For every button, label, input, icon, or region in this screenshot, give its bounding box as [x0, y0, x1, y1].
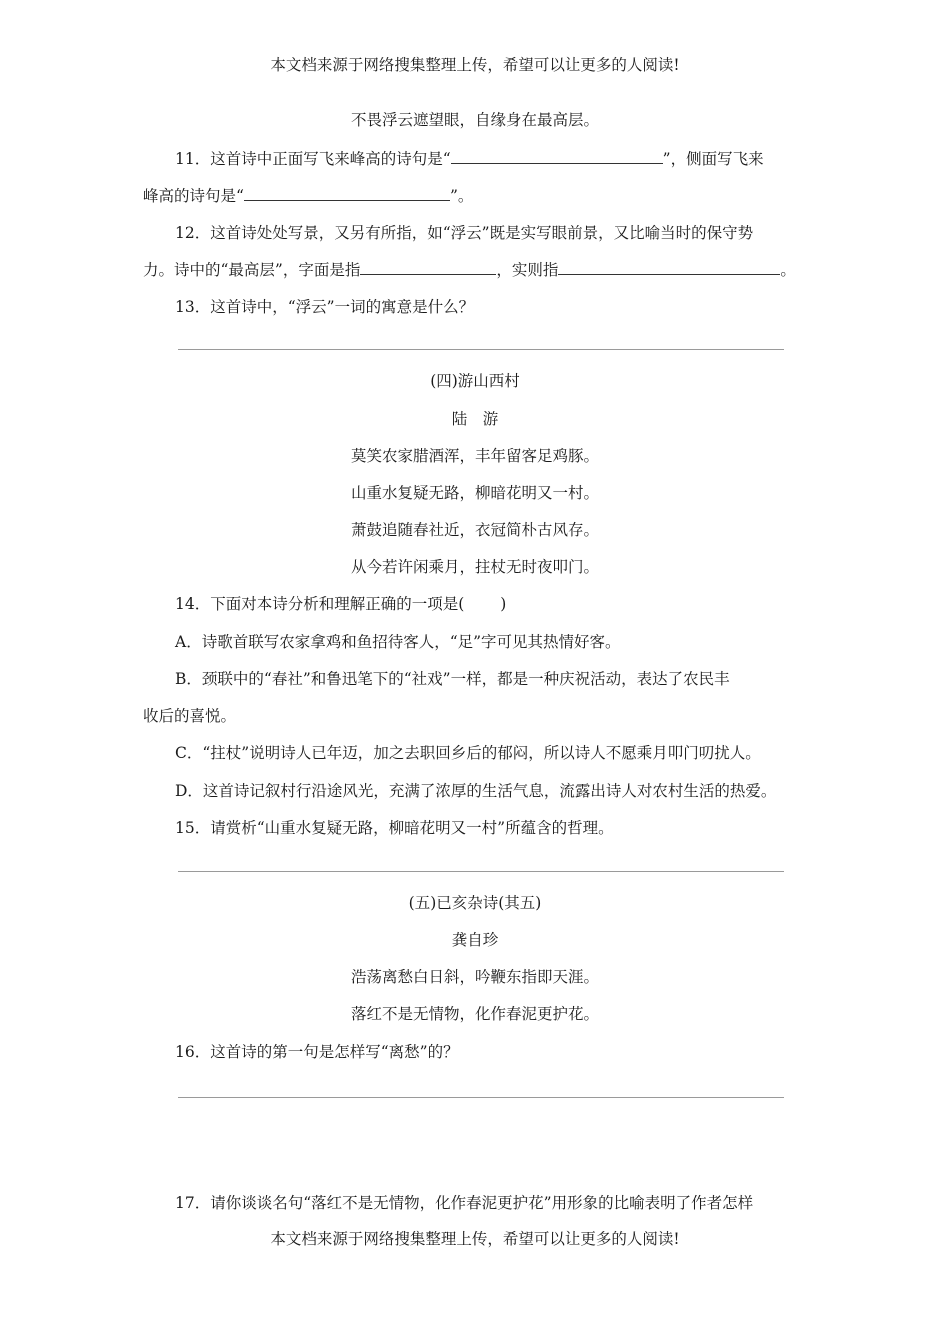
option-b-continued: 收后的喜悦。	[143, 707, 237, 725]
question-14	[143, 594, 823, 614]
poem-author: 龚自珍	[451, 931, 499, 949]
poem-title: (四)游山西村	[430, 372, 520, 390]
poem-line: 从今若许闲乘月，拄杖无时夜叩门。	[350, 558, 599, 576]
question-text: 14．下面对本诗分析和理解正确的一项是(	[175, 595, 465, 613]
question-12-line2	[143, 260, 823, 280]
question-16: 16．这首诗的第一句是怎样写“离愁”的？	[175, 1043, 459, 1061]
page-footer: 本文档来源于网络搜集整理上传，希望可以让更多的人阅读!	[270, 1230, 680, 1248]
question-text: ”。	[449, 187, 474, 205]
page-header: 本文档来源于网络搜集整理上传，希望可以让更多的人阅读!	[270, 56, 680, 74]
question-text: 11．这首诗中正面写飞来峰高的诗句是“	[175, 150, 451, 168]
question-15: 15．请赏析“山重水复疑无路，柳暗花明又一村”所蕴含的哲理。	[175, 819, 614, 837]
question-11-line2	[143, 186, 823, 206]
poem-title: (五)已亥杂诗(其五)	[408, 894, 542, 912]
answer-blank[interactable]	[360, 260, 496, 275]
option-b: B．颈联中的“春社”和鲁迅笔下的“社戏”一样，都是一种庆祝活动，表达了农民丰	[175, 670, 730, 688]
question-text: )	[500, 595, 507, 613]
option-c: C．“拄杖”说明诗人已年迈，加之去职回乡后的郁闷，所以诗人不愿乘月叩门叨扰人。	[175, 744, 761, 762]
question-text: 。	[780, 261, 796, 279]
answer-line[interactable]	[178, 871, 784, 872]
option-d: D．这首诗记叙村行沿途风光，充满了浓厚的生活气息，流露出诗人对农村生活的热爱。	[175, 782, 777, 800]
question-11	[143, 149, 823, 169]
question-text: ”，侧面写飞来	[662, 150, 764, 168]
poem-line: 莫笑农家腊酒浑，丰年留客足鸡豚。	[350, 447, 599, 465]
poem-line: 山重水复疑无路，柳暗花明又一村。	[350, 484, 599, 502]
answer-line[interactable]	[178, 349, 784, 350]
answer-blank[interactable]	[558, 260, 780, 275]
question-text: ，实则指	[496, 261, 559, 279]
poem-line: 萧鼓追随春社近，衣冠简朴古风存。	[350, 521, 599, 539]
poem-line: 浩荡离愁白日斜，吟鞭东指即天涯。	[350, 968, 599, 986]
poem-line: 不畏浮云遮望眼，自缘身在最高层。	[350, 111, 599, 129]
answer-line[interactable]	[178, 1097, 784, 1098]
poem-author: 陆 游	[451, 410, 499, 428]
answer-blank[interactable]	[244, 186, 450, 201]
poem-line: 落红不是无情物，化作春泥更护花。	[350, 1005, 599, 1023]
question-17: 17．请你谈谈名句“落红不是无情物，化作春泥更护花”用形象的比喻表明了作者怎样	[175, 1194, 754, 1212]
question-12: 12．这首诗处处写景，又另有所指，如“浮云”既是实写眼前景，又比喻当时的保守势	[175, 224, 754, 242]
answer-blank[interactable]	[451, 149, 663, 164]
question-text: 峰高的诗句是“	[143, 187, 244, 205]
question-text: 力。诗中的“最高层”，字面是指	[143, 261, 361, 279]
option-a: A．诗歌首联写农家拿鸡和鱼招待客人，“足”字可见其热情好客。	[175, 633, 621, 651]
question-13: 13．这首诗中，“浮云”一词的寓意是什么？	[175, 298, 475, 316]
